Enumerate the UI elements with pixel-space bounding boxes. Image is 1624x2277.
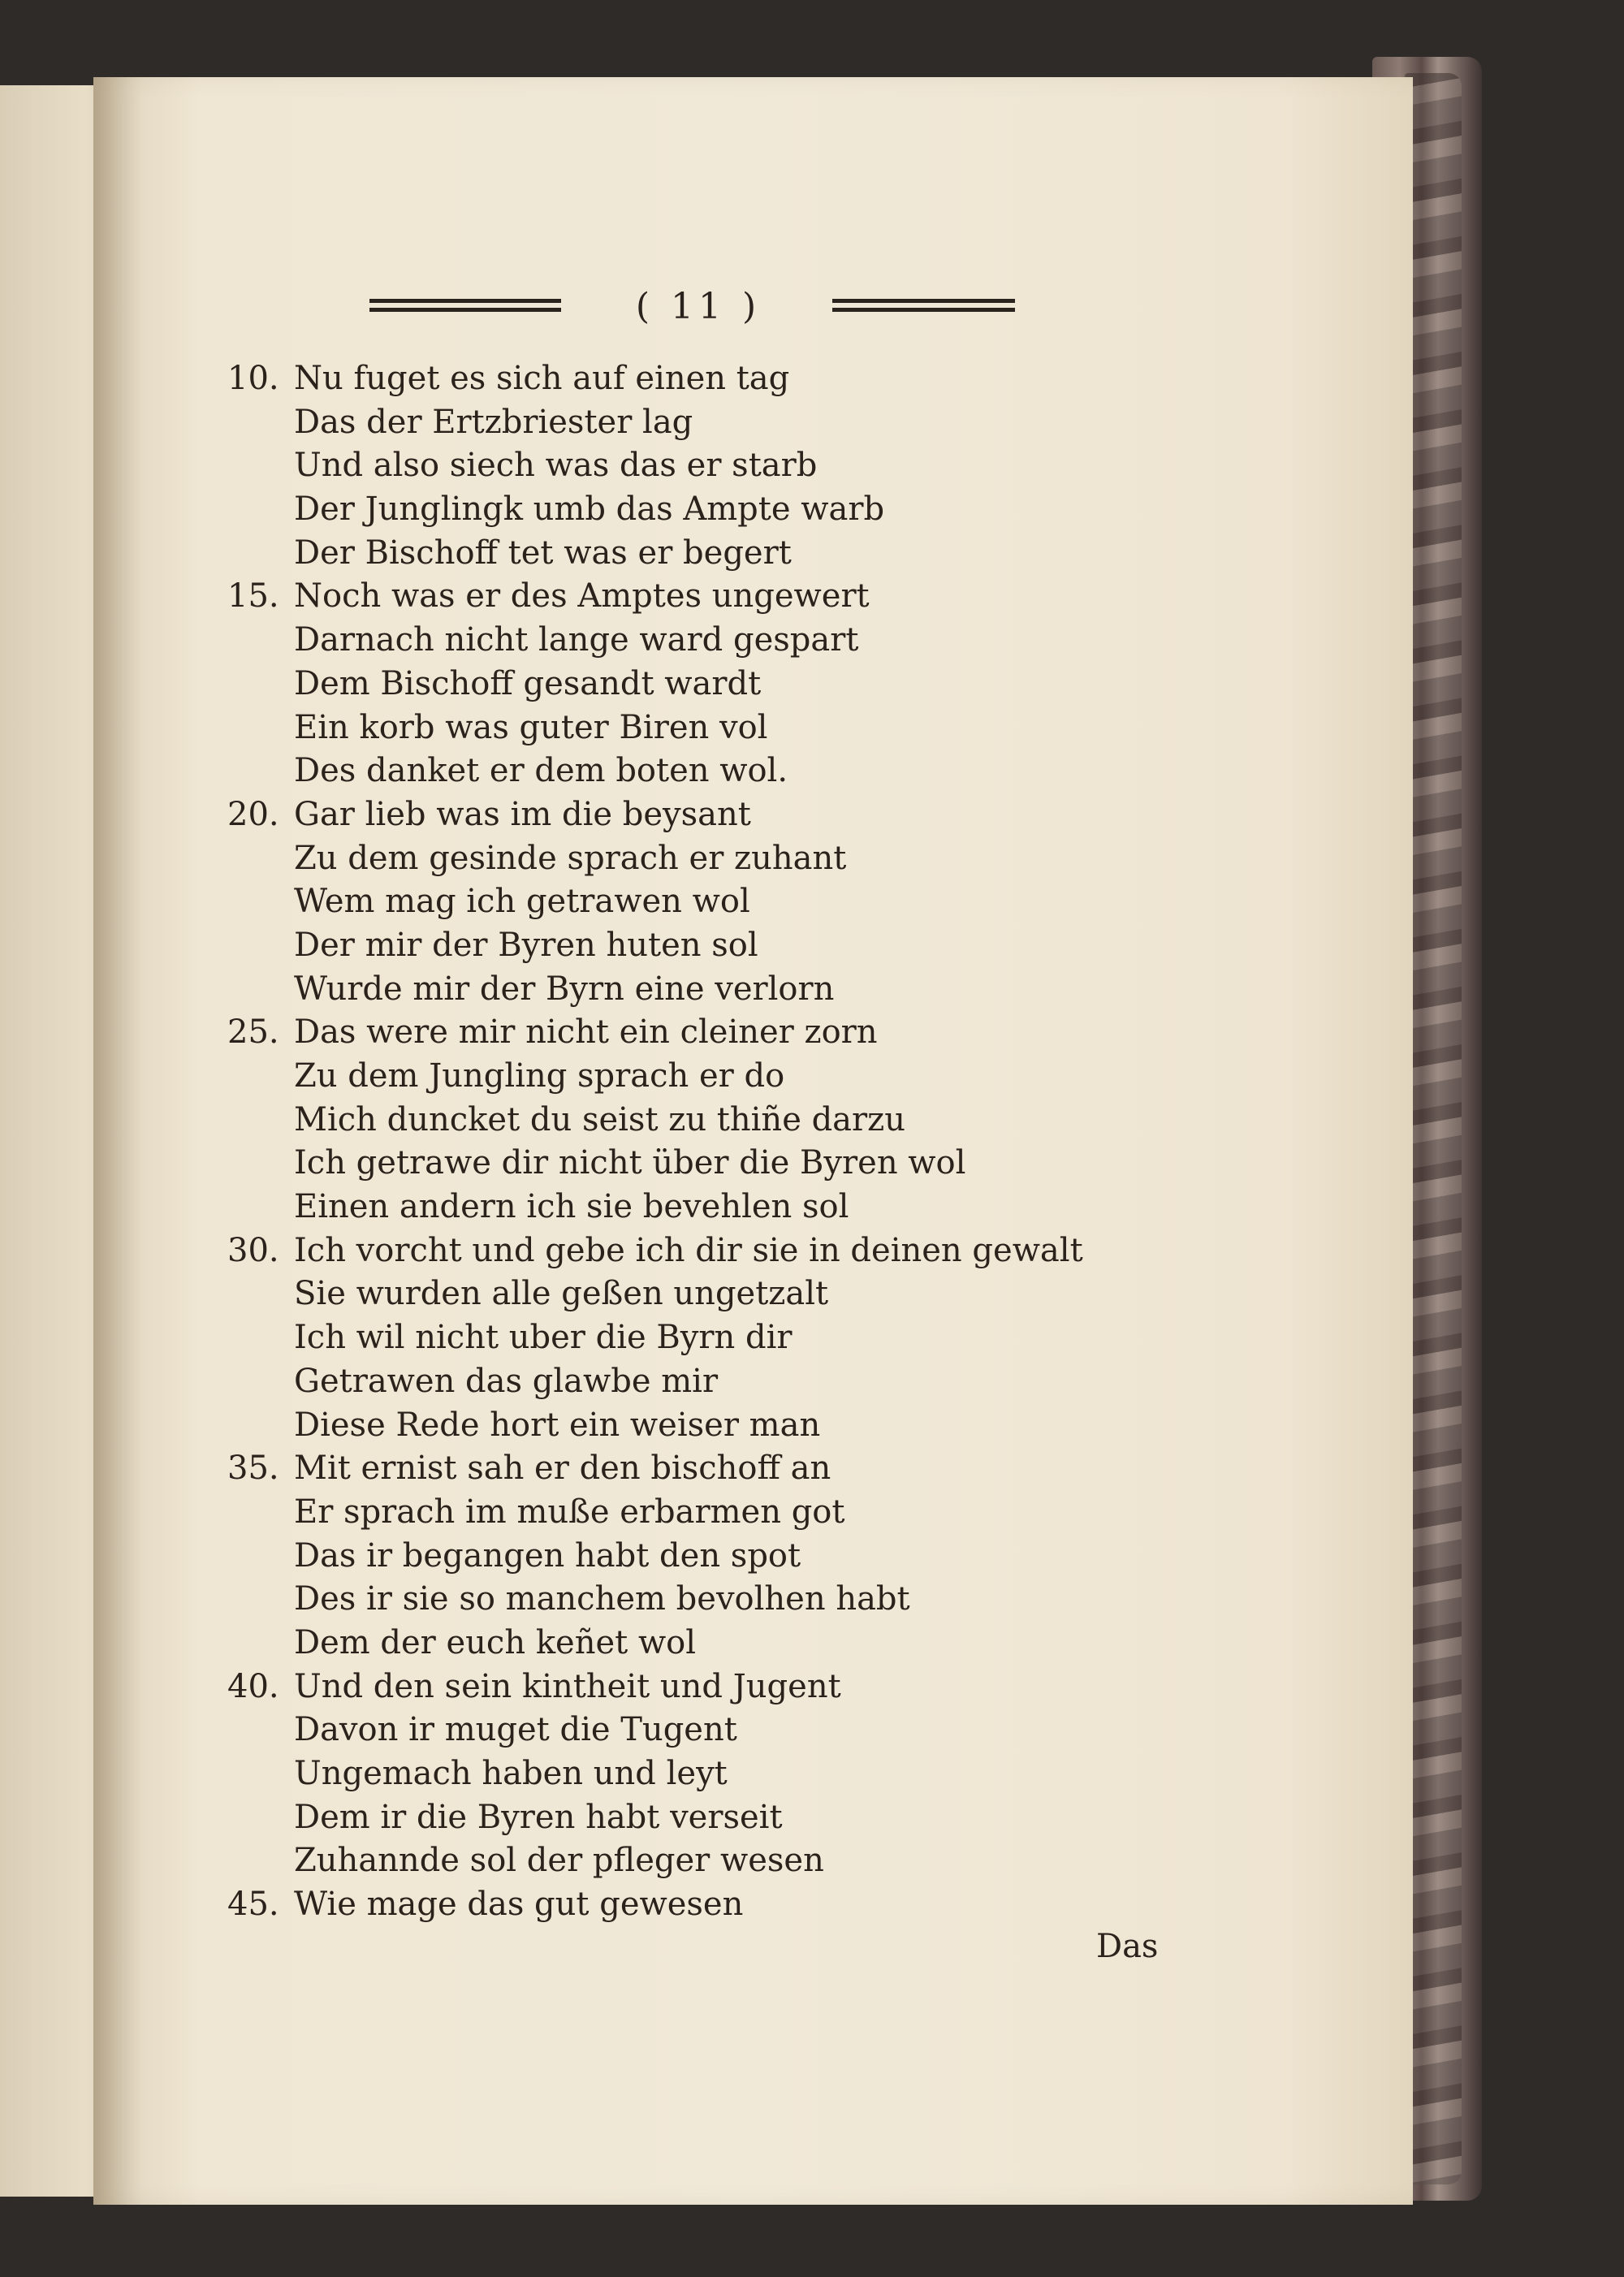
page-gutter [93,77,142,2205]
verse-text: Des danket er dem boten wol. [294,752,788,790]
verse-text: Davon ir muget die Tugent [294,1711,737,1749]
verse-text: Dem Bischoff gesandt wardt [294,664,762,702]
verse-line [227,619,1161,663]
verse-line [227,837,1161,881]
verse-line [227,401,1161,445]
verse-text: Sie wurden alle geßen ungetzalt [294,1275,829,1313]
line-number: 45. [227,1886,279,1924]
verse-line [227,750,1161,793]
verse-text: Zuhannde sol der pfleger wesen [294,1842,824,1880]
verse-text: Einen andern ich sie bevehlen sol [294,1188,849,1226]
verse-line [227,1142,1161,1186]
verse-line [227,880,1161,924]
verse-text: Ich wil nicht uber die Byrn dir [294,1319,793,1357]
verse-line [227,924,1161,968]
verse-text: Wurde mir der Byrn eine verlorn [294,970,835,1008]
verse-line [227,1622,1161,1666]
verse-text: Er sprach im muße erbarmen got [294,1493,845,1531]
verse-line [227,1491,1161,1535]
verse-text: Das were mir nicht ein cleiner zorn [294,1013,878,1052]
verse-line [227,1229,1161,1273]
verse-line [227,1360,1161,1404]
verse-line [227,575,1161,619]
verse-text: Mich duncket du seist zu thiñe darzu [294,1100,905,1138]
verse-text: Mit ernist sah er den bischoff an [294,1450,831,1488]
header-rule-right [832,299,1015,312]
verse-text: Ungemach haben und leyt [294,1755,728,1792]
line-number: 20. [227,795,279,833]
verse-text: Wem mag ich getrawen wol [294,883,750,921]
page-header [0,286,1624,335]
verse-line [227,1839,1161,1883]
verse-line [227,1055,1161,1099]
verse-line [227,663,1161,706]
verse-text: Dem ir die Byren habt verseit [294,1798,783,1836]
page-number: ( 11 ) [635,286,762,327]
verse-line [227,1796,1161,1840]
verse-text: Das der Ertzbriester lag [294,403,693,441]
verse-line [227,1099,1161,1143]
verse-text: Gar lieb was im die beysant [294,795,751,833]
verse-text: Diese Rede hort ein weiser man [294,1406,821,1444]
verse-line [227,1316,1161,1360]
line-number: 30. [227,1231,279,1269]
verse-line [227,1447,1161,1491]
line-number: 25. [227,1013,279,1052]
verse-text: Ich getrawe dir nicht über die Byren wol [294,1144,966,1182]
verse-text: Ein korb was guter Biren vol [294,708,768,746]
line-number: 10. [227,360,279,397]
verse-text: Zu dem Jungling sprach er do [294,1057,785,1095]
header-rule-left [369,299,561,312]
verse-line [227,1404,1161,1448]
verse-line [227,1578,1161,1622]
verse-text: Der Bischoff tet was er begert [294,534,792,572]
verse-line [227,968,1161,1012]
verse-line [227,1752,1161,1796]
verse-text: Und also siech was das er starb [294,447,818,485]
verse-line [227,1272,1161,1316]
verse-text: Wie mage das gut gewesen [294,1886,744,1924]
verse-line [227,793,1161,837]
verse-line [227,1666,1161,1709]
verse-text: Der mir der Byren huten sol [294,926,758,964]
verse-text: Nu fuget es sich auf einen tag [294,360,790,397]
verse-text: Noch was er des Amptes ungewert [294,577,870,616]
verse-line [227,1883,1161,1927]
verse-text: Getrawen das glawbe mir [294,1362,719,1400]
verse-line [227,1011,1161,1055]
verse-line [227,1709,1161,1752]
verse-text: Und den sein kintheit und Jugent [294,1667,841,1705]
verse-text: Dem der euch keñet wol [294,1623,697,1661]
verse-text: Ich vorcht und gebe ich dir sie in deinen gewalt [294,1231,1083,1269]
verse-text: Des ir sie so manchem bevolhen habt [294,1580,910,1618]
verse-text: Der Junglingk umb das Ampte warb [294,490,885,529]
catchword: Das [1096,1928,1159,1965]
verse-line [227,1535,1161,1579]
verse-line [227,1186,1161,1229]
marbled-cover-edge [1405,73,1462,2184]
verse-line [227,706,1161,750]
verse-line [227,444,1161,488]
verse-line [227,357,1161,401]
verse-text: Darnach nicht lange ward gespart [294,621,859,659]
verse-line [227,532,1161,576]
line-number: 35. [227,1450,279,1488]
verse-text: Das ir begangen habt den spot [294,1536,801,1575]
line-number: 15. [227,577,279,616]
verse-line [227,488,1161,532]
line-number: 40. [227,1667,279,1705]
verse-block [227,357,1161,1927]
verse-text: Zu dem gesinde sprach er zuhant [294,839,847,877]
